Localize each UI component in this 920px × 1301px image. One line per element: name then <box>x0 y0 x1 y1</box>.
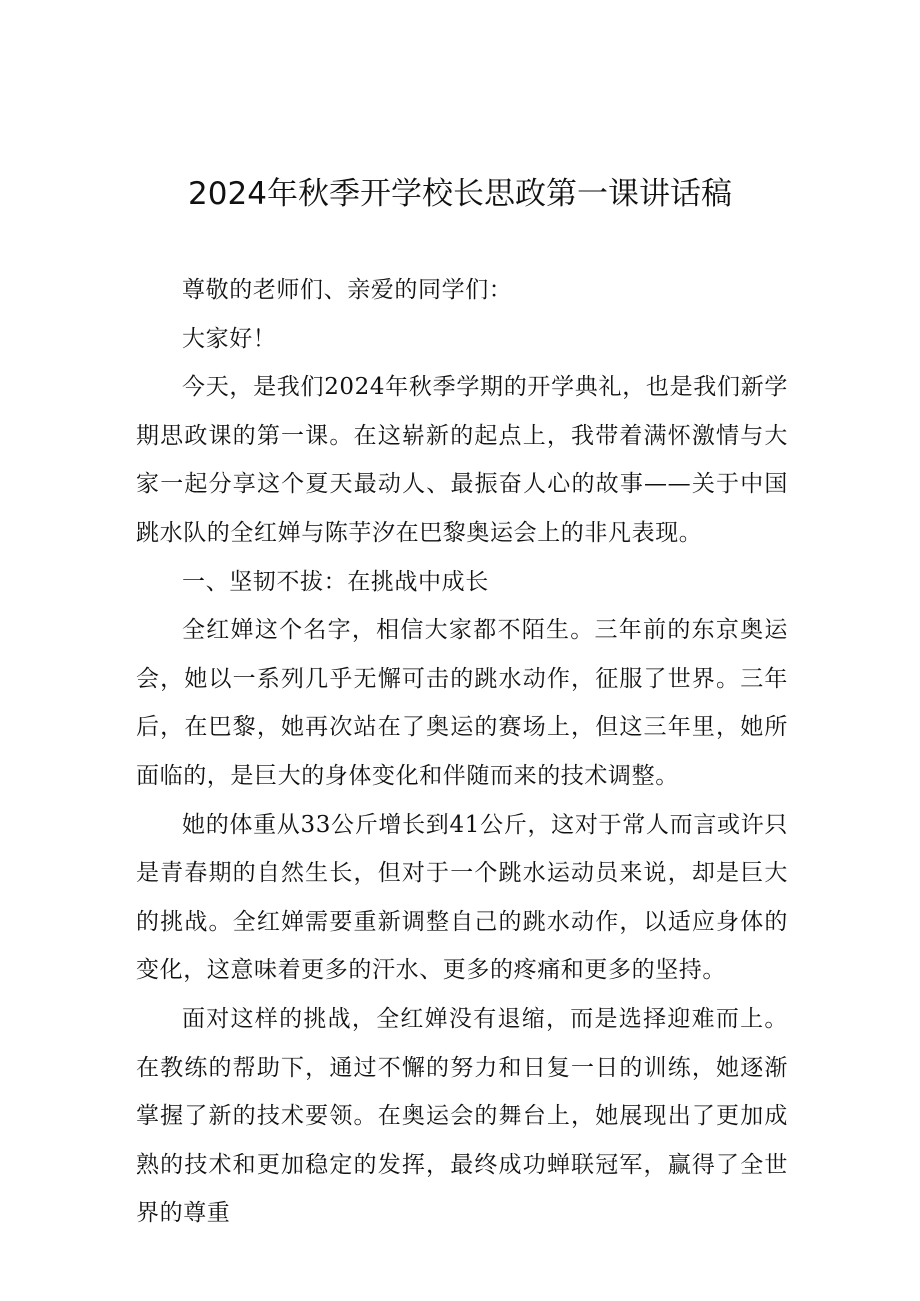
section-heading: 一、坚韧不拔：在挑战中成长 <box>182 568 489 595</box>
document-body <box>136 266 788 1238</box>
paragraph: 她的体重从33公斤增长到41公斤，这对于常人而言或许只是青春期的自然生长，但对于一个跳水运动员来说，却是巨大的挑战。全红婵需要重新调整自己的跳水动作，以适应身体的变化，这意味着更多的汗水、更多的疼痛和更多的坚持。 <box>136 811 788 984</box>
document-title: 2024年秋季开学校长思政第一课讲话稿 <box>188 176 732 212</box>
salutation: 尊敬的老师们、亲爱的同学们： <box>182 277 513 303</box>
paragraph: 面对这样的挑战，全红婵没有退缩，而是选择迎难而上。在教练的帮助下，通过不懈的努力和日复一日的训练，她逐渐掌握了新的技术要领。在奥运会的舞台上，她展现出了更加成熟的技术和更加稳定的发挥，最终成功蝉联冠军，赢得了全世界的尊重 <box>136 1005 788 1227</box>
intro-paragraph: 今天，是我们2024年秋季学期的开学典礼，也是我们新学期思政课的第一课。在这崭新的起点上，我带着满怀激情与大家一起分享这个夏天最动人、最振奋人心的故事——关于中国跳水队的全红婵与陈芋汐在巴黎奥运会上的非凡表现。 <box>136 374 788 546</box>
greeting: 大家好！ <box>182 325 277 352</box>
paragraph: 全红婵这个名字，相信大家都不陌生。三年前的东京奥运会，她以一系列几乎无懈可击的跳水动作，征服了世界。三年后，在巴黎，她再次站在了奥运的赛场上，但这三年里，她所面临的，是巨大的身体变化和伴随而来的技术调整。 <box>136 617 788 789</box>
